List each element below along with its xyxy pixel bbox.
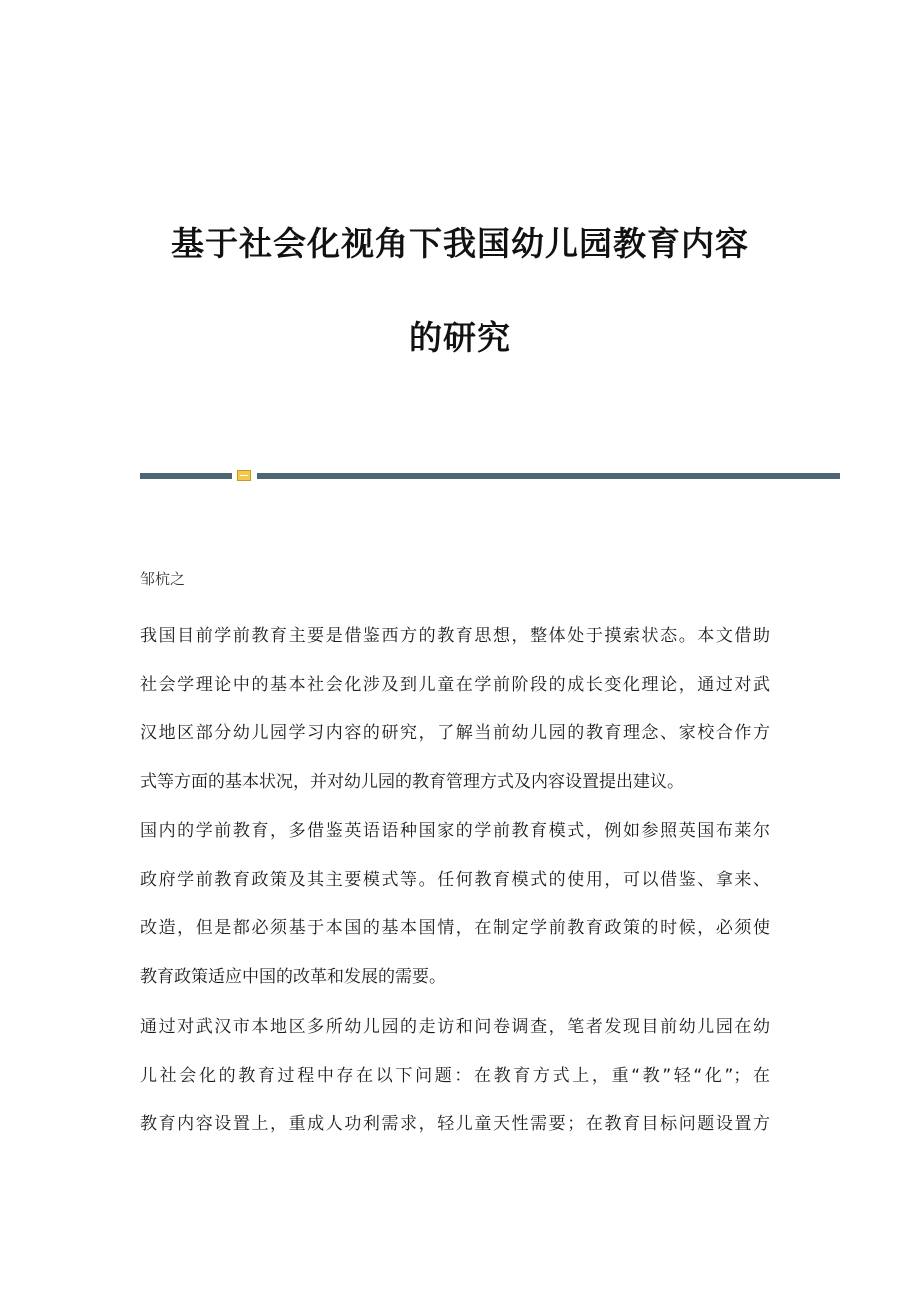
- paragraph-line: 通过对武汉市本地区多所幼儿园的走访和问卷调查，笔者发现目前幼儿园在幼: [140, 1017, 770, 1037]
- paragraph-line: 政府学前教育政策及其主要模式等。任何教育模式的使用，可以借鉴、拿来、: [140, 869, 770, 890]
- paragraph-two: [140, 807, 770, 1001]
- paragraph-line: 我国目前学前教育主要是借鉴西方的教育思想，整体处于摸索状态。本文借助: [140, 626, 770, 646]
- paragraph-line: 改造，但是都必须基于本国的基本国情，在制定学前教育政策的时候，必须使: [140, 918, 770, 938]
- paragraph-line: 国内的学前教育，多借鉴英语语种国家的学前教育模式，例如参照英国布莱尔: [140, 821, 770, 841]
- author-name: 邹杭之: [140, 570, 186, 588]
- paragraph-abstract: [140, 612, 770, 806]
- paragraph-line: 教育政策适应中国的改革和发展的需要。: [140, 966, 446, 987]
- paragraph-line: 教育内容设置上，重成人功利需求，轻儿童天性需要；在教育目标问题设置方: [140, 1114, 770, 1134]
- paragraph-line: 社会学理论中的基本社会化涉及到儿童在学前阶段的成长变化理论，通过对武: [140, 674, 770, 695]
- document-title-line-1: 基于社会化视角下我国幼儿园教育内容: [171, 224, 749, 263]
- document-title-line-2: 的研究: [409, 318, 511, 357]
- envelope-icon: [237, 470, 251, 481]
- paragraph-line: 儿社会化的教育过程中存在以下问题：在教育方式上，重“教”轻“化”；在: [140, 1065, 770, 1086]
- paragraph-line: 式等方面的基本状况，并对幼儿园的教育管理方式及内容设置提出建议。: [140, 771, 684, 792]
- paragraph-three: [140, 1003, 770, 1149]
- divider-bar-right: [257, 473, 840, 479]
- title-divider: [140, 470, 840, 480]
- paragraph-line: 汉地区部分幼儿园学习内容的研究，了解当前幼儿园的教育理念、家校合作方: [140, 723, 770, 743]
- divider-bar-left: [140, 473, 232, 479]
